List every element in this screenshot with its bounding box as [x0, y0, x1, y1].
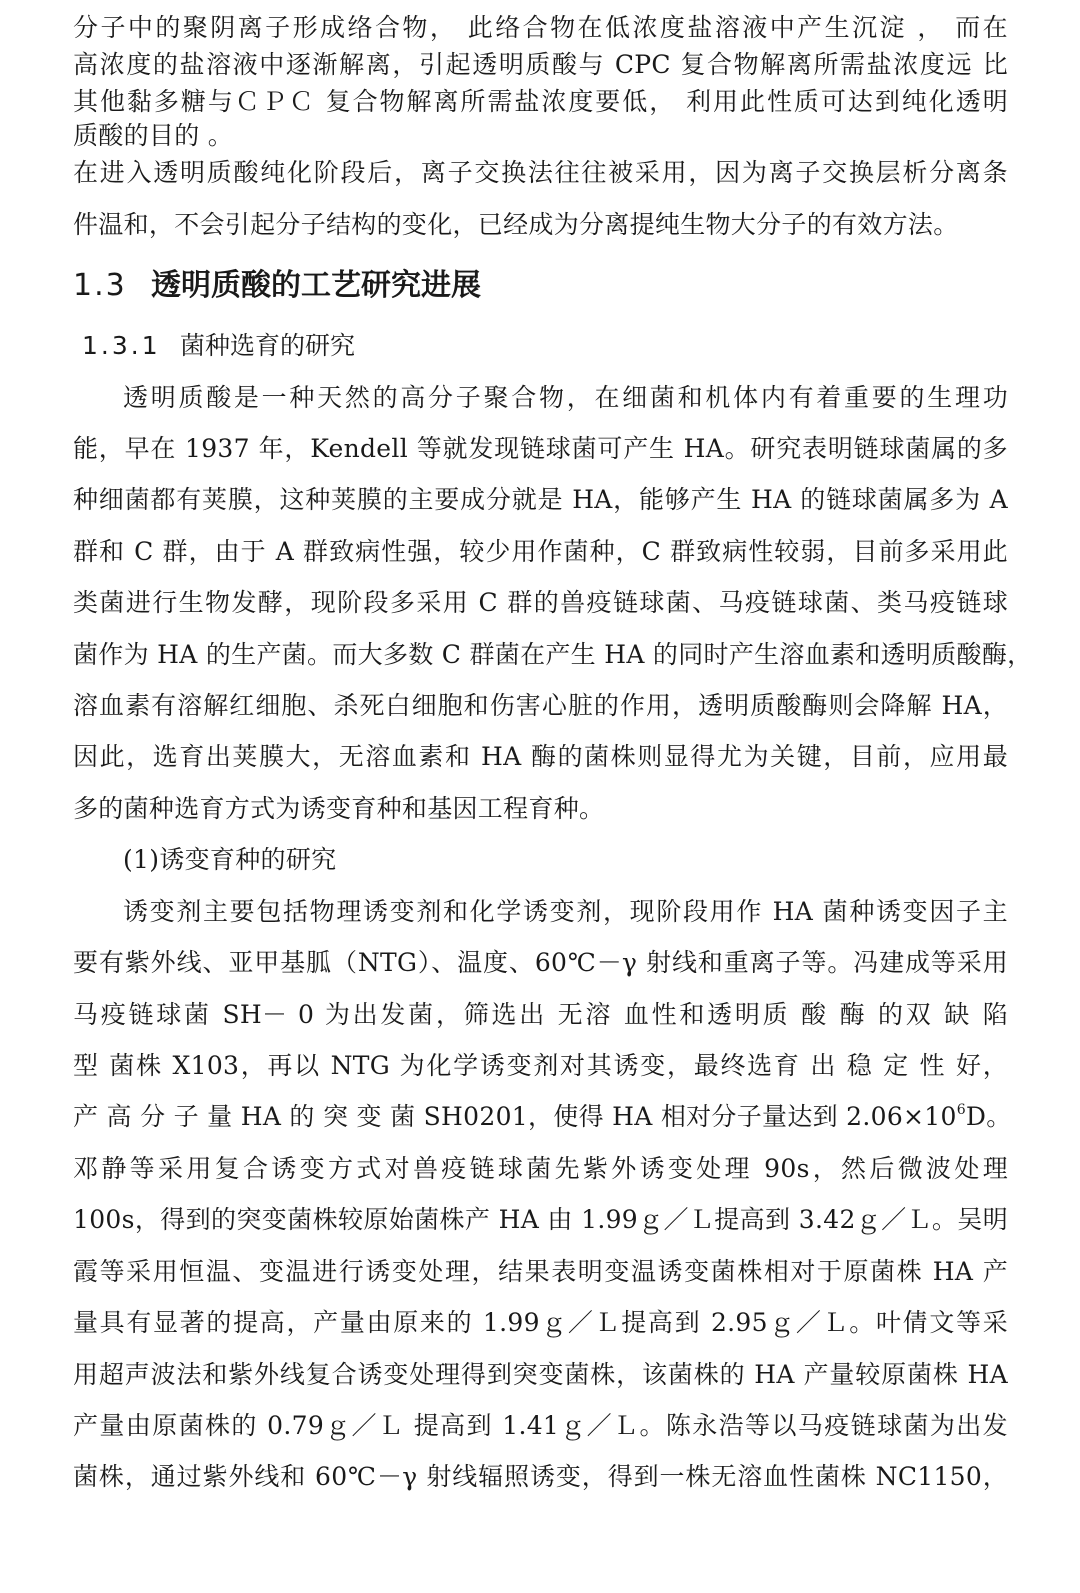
text-line: 邓静等采用复合诱变方式对兽疫链球菌先紫外诱变处理 90s，然后微波处理: [73, 1154, 1008, 1183]
text-line: 霞等采用恒温、变温进行诱变处理，结果表明变温诱变菌株相对于原菌株 HA 产: [73, 1257, 1008, 1286]
text-line: 型 菌株 X103，再以 NTG 为化学诱变剂对其诱变，最终选育 出 稳 定 性 好，: [73, 1051, 1008, 1080]
text-line: 溶血素有溶解红细胞、杀死白细胞和伤害心脏的作用，透明质酸酶则会降解 HA，: [73, 691, 1008, 720]
text-line: 种细菌都有荚膜，这种荚膜的主要成分就是 HA，能够产生 HA 的链球菌属多为 A: [73, 485, 1008, 514]
line-tail: D。: [965, 1102, 1012, 1131]
text-line: 菌作为 HA 的生产菌。而大多数 C 群菌在产生 HA 的同时产生溶血素和透明质酸酶，: [73, 640, 1033, 669]
text-line: 透明质酸是一种天然的高分子聚合物，在细菌和机体内有着重要的生理功: [123, 383, 1008, 412]
text-line: 高浓度的盐溶液中逐渐解离，引起透明质酸与 CPC 复合物解离所需盐浓度远 比: [73, 50, 1008, 79]
text-line: 产量由原菌株的 0.79ｇ／Ｌ 提高到 1.41ｇ／Ｌ。陈永浩等以马疫链球菌为出发: [73, 1411, 1008, 1440]
line-text: 产 高 分 子 量 HA 的 突 变 菌 SH0201，使得 HA 相对分子量达到 2.06×10: [73, 1102, 957, 1131]
subsection-title: 菌种选育的研究: [180, 331, 356, 360]
text-line: 诱变剂主要包括物理诱变剂和化学诱变剂，现阶段用作 HA 菌种诱变因子主: [123, 897, 1008, 926]
text-line-with-superscript: [73, 1099, 1012, 1135]
text-line: 类菌进行生物发酵，现阶段多采用 C 群的兽疫链球菌、马疫链球菌、类马疫链球: [73, 588, 1008, 617]
text-line: 在进入透明质酸纯化阶段后，离子交换法往往被采用，因为离子交换层析分离条: [73, 158, 1008, 187]
section-title: 透明质酸的工艺研究进展: [151, 268, 481, 303]
text-line: 其他黏多糖与ＣＰＣ 复合物解离所需盐浓度要低， 利用此性质可达到纯化透明: [73, 87, 1008, 116]
text-line: 马疫链球菌 SH－ 0 为出发菌，筛选出 无溶 血性和透明质 酸 酶 的双 缺 陷: [73, 1000, 1008, 1029]
subsection-number: 1.3.1: [82, 331, 161, 360]
text-line: 分子中的聚阴离子形成络合物， 此络合物在低浓度盐溶液中产生沉淀 ， 而在: [73, 13, 1008, 42]
text-line: 菌株，通过紫外线和 60℃－γ 射线辐照诱变，得到一株无溶血性菌株 NC1150，: [73, 1462, 1008, 1491]
superscript: 6: [956, 1102, 966, 1118]
text-line: 因此，选育出荚膜大，无溶血素和 HA 酶的菌株则显得尤为关键，目前，应用最: [73, 742, 1008, 771]
section-number: 1.3: [73, 268, 127, 303]
text-line: 质酸的目的 。: [73, 121, 234, 150]
text-line: 群和 C 群，由于 A 群致病性强，较少用作菌种，C 群致病性较弱，目前多采用此: [73, 537, 1008, 566]
subheading-mutation: (1)诱变育种的研究: [123, 845, 337, 874]
text-line: 要有紫外线、亚甲基胍（NTG）、温度、60℃－γ 射线和重离子等。冯建成等采用: [73, 948, 1008, 977]
text-line: 量具有显著的提高，产量由原来的 1.99ｇ／Ｌ提高到 2.95ｇ／Ｌ。叶倩文等采: [73, 1308, 1008, 1337]
text-line: 用超声波法和紫外线复合诱变处理得到突变菌株，该菌株的 HA 产量较原菌株 HA: [73, 1360, 1008, 1389]
text-line: 件温和，不会引起分子结构的变化，已经成为分离提纯生物大分子的有效方法。: [73, 210, 959, 239]
subsection-heading: [82, 328, 355, 364]
text-line: 100s，得到的突变菌株较原始菌株产 HA 由 1.99ｇ／Ｌ提高到 3.42ｇ／Ｌ。吴明: [73, 1205, 1008, 1234]
text-line: 能，早在 1937 年，Kendell 等就发现链球菌可产生 HA。研究表明链球菌属的多: [73, 434, 1008, 463]
text-line: 多的菌种选育方式为诱变育种和基因工程育种。: [73, 794, 605, 823]
section-heading: [73, 266, 481, 306]
